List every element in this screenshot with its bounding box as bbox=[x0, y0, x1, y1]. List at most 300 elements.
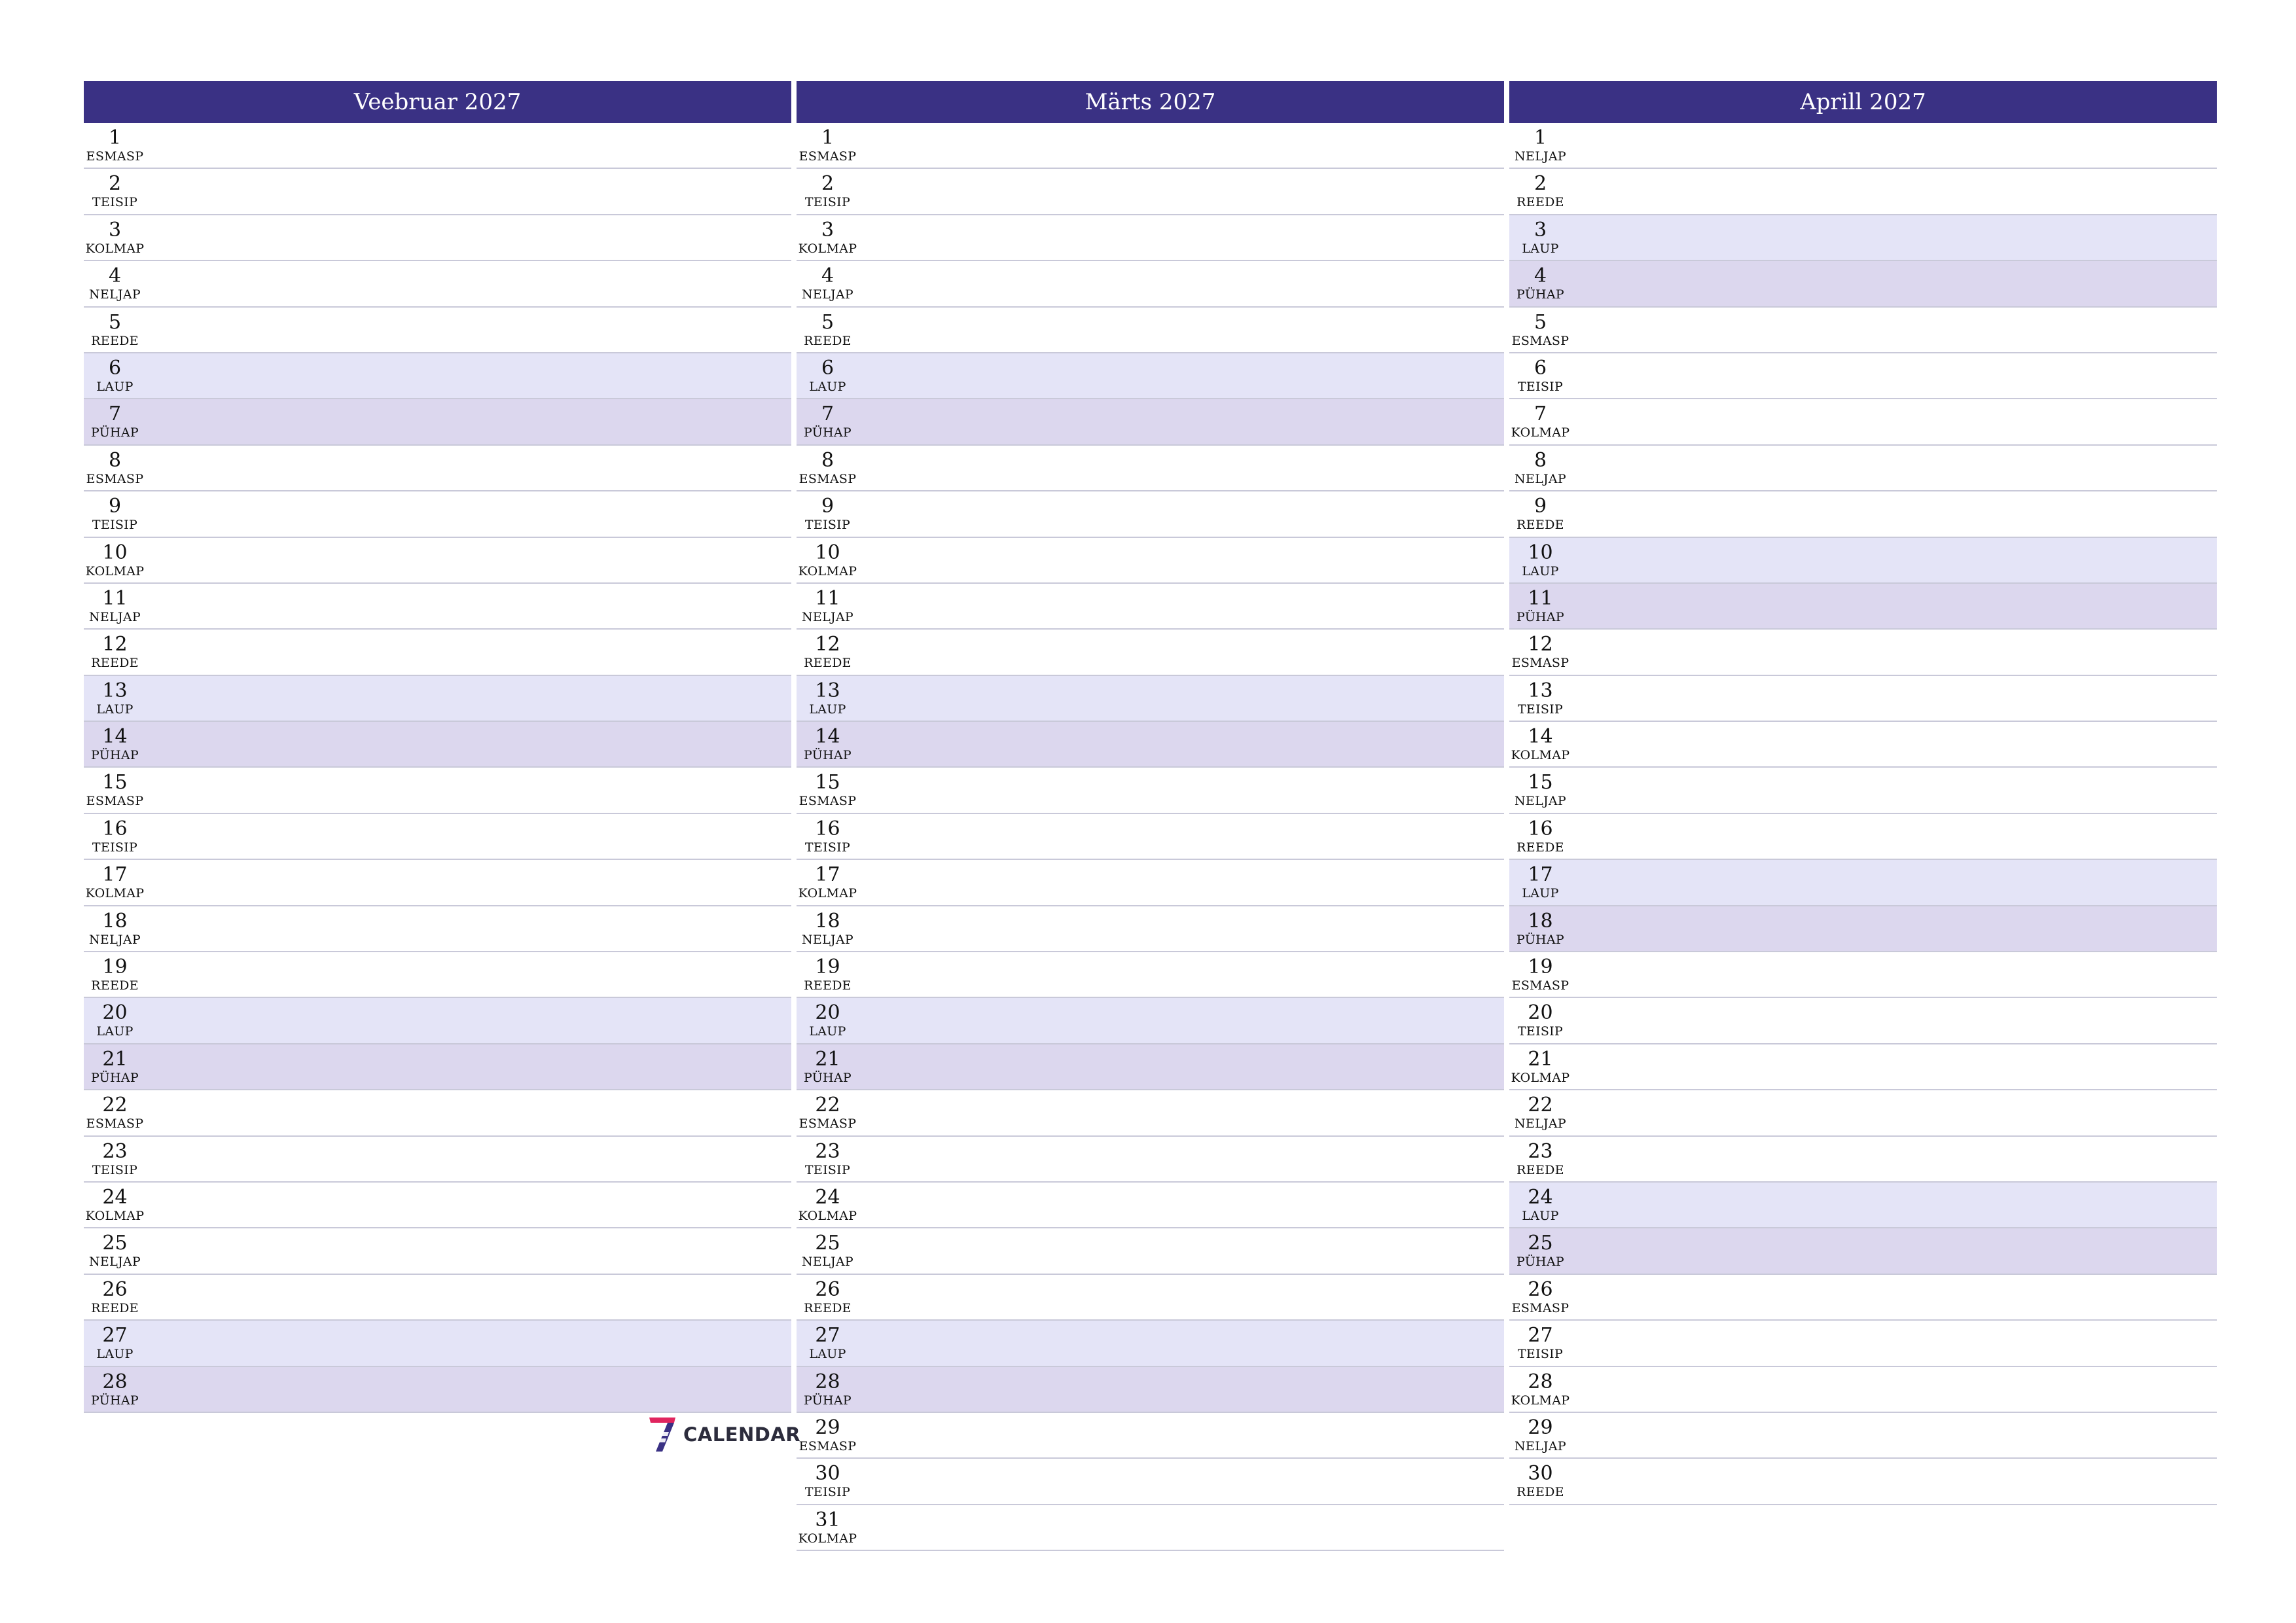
weekday-name: ESMASP bbox=[1511, 656, 1570, 671]
day-cell bbox=[797, 1505, 859, 1550]
day-number: 11 bbox=[1528, 586, 1553, 610]
weekday-name: LAUP bbox=[809, 702, 846, 717]
day-number: 21 bbox=[815, 1047, 840, 1071]
day-cell bbox=[797, 1183, 859, 1227]
day-row bbox=[84, 538, 791, 584]
weekday-name: PÜHAP bbox=[1516, 932, 1565, 947]
day-cell bbox=[84, 353, 146, 398]
day-number: 15 bbox=[1528, 771, 1553, 794]
day-cell bbox=[1509, 814, 1571, 859]
day-number: 8 bbox=[821, 448, 834, 472]
weekday-name: ESMASP bbox=[1511, 978, 1570, 993]
day-row bbox=[797, 952, 1504, 998]
weekday-name: TEISIP bbox=[804, 1485, 851, 1500]
day-number: 3 bbox=[821, 218, 834, 241]
weekday-name: REEDE bbox=[1516, 1485, 1564, 1500]
day-cell bbox=[1509, 215, 1571, 260]
day-number: 3 bbox=[1534, 218, 1547, 241]
day-row bbox=[1509, 308, 2217, 353]
day-cell bbox=[1509, 1044, 1571, 1089]
day-number: 25 bbox=[102, 1232, 128, 1255]
day-cell bbox=[84, 446, 146, 490]
day-number: 24 bbox=[1528, 1185, 1553, 1209]
day-row bbox=[1509, 814, 2217, 860]
day-row bbox=[797, 860, 1504, 906]
weekday-name: LAUP bbox=[809, 379, 846, 394]
day-row bbox=[1509, 630, 2217, 675]
weekday-name: NELJAP bbox=[1514, 471, 1567, 486]
day-number: 22 bbox=[815, 1094, 840, 1117]
day-row bbox=[1509, 998, 2217, 1044]
day-number: 1 bbox=[108, 126, 122, 149]
day-number: 9 bbox=[821, 495, 834, 518]
day-number: 28 bbox=[815, 1370, 840, 1393]
day-cell bbox=[84, 998, 146, 1043]
weekday-name: REEDE bbox=[804, 1300, 852, 1315]
day-row bbox=[84, 1044, 791, 1090]
weekday-name: NELJAP bbox=[88, 932, 141, 947]
day-cell bbox=[797, 676, 859, 721]
day-number: 10 bbox=[815, 541, 840, 564]
day-cell bbox=[1509, 906, 1571, 951]
day-row bbox=[797, 491, 1504, 537]
day-cell bbox=[84, 1044, 146, 1089]
day-cell bbox=[1509, 676, 1571, 721]
weekday-name: KOLMAP bbox=[85, 1208, 145, 1223]
weekday-name: REEDE bbox=[804, 333, 852, 348]
day-cell bbox=[84, 952, 146, 997]
day-cell bbox=[797, 538, 859, 582]
weekday-name: LAUP bbox=[1522, 1208, 1559, 1223]
day-number: 19 bbox=[102, 955, 128, 979]
month-column-april bbox=[1509, 81, 2217, 1505]
day-cell bbox=[84, 722, 146, 766]
day-cell bbox=[1509, 261, 1571, 306]
day-row bbox=[84, 768, 791, 813]
month-title: Veebruar 2027 bbox=[84, 81, 791, 123]
weekday-name: KOLMAP bbox=[85, 563, 145, 579]
day-row bbox=[84, 814, 791, 860]
day-cell bbox=[84, 308, 146, 352]
day-row bbox=[84, 1090, 791, 1136]
day-number: 17 bbox=[102, 863, 128, 887]
day-number: 27 bbox=[102, 1324, 128, 1347]
weekday-name: PÜHAP bbox=[1516, 1255, 1565, 1270]
day-row bbox=[797, 1228, 1504, 1274]
day-cell bbox=[1509, 491, 1571, 536]
weekday-name: REEDE bbox=[91, 333, 139, 348]
weekday-name: NELJAP bbox=[1514, 1438, 1567, 1454]
day-number: 18 bbox=[815, 909, 840, 933]
day-number: 3 bbox=[108, 218, 122, 241]
day-cell bbox=[797, 1044, 859, 1089]
day-number: 22 bbox=[102, 1094, 128, 1117]
day-number: 17 bbox=[1528, 863, 1553, 887]
day-cell bbox=[84, 1228, 146, 1273]
day-number: 22 bbox=[1528, 1094, 1553, 1117]
day-cell bbox=[84, 906, 146, 951]
day-row bbox=[84, 584, 791, 630]
day-row bbox=[84, 123, 791, 169]
day-number: 30 bbox=[1528, 1462, 1553, 1486]
weekday-name: KOLMAP bbox=[798, 886, 857, 901]
day-number: 1 bbox=[821, 126, 834, 149]
weekday-name: TEISIP bbox=[804, 518, 851, 533]
weekday-name: NELJAP bbox=[801, 609, 854, 624]
day-number: 26 bbox=[815, 1277, 840, 1301]
day-row bbox=[84, 215, 791, 261]
weekday-name: NELJAP bbox=[801, 932, 854, 947]
weekday-name: KOLMAP bbox=[798, 1531, 857, 1546]
weekday-name: PÜHAP bbox=[90, 1393, 139, 1408]
day-number: 15 bbox=[815, 771, 840, 794]
day-cell bbox=[1509, 446, 1571, 490]
day-row bbox=[1509, 676, 2217, 722]
day-number: 4 bbox=[1534, 264, 1547, 288]
day-number: 6 bbox=[108, 356, 122, 380]
day-cell bbox=[1509, 1459, 1571, 1503]
weekday-name: PÜHAP bbox=[803, 748, 852, 763]
weekday-name: LAUP bbox=[96, 1347, 134, 1362]
day-cell bbox=[1509, 584, 1571, 628]
weekday-name: KOLMAP bbox=[798, 1208, 857, 1223]
month-title: Aprill 2027 bbox=[1509, 81, 2217, 123]
day-cell bbox=[1509, 952, 1571, 997]
day-number: 12 bbox=[1528, 633, 1553, 656]
day-number: 8 bbox=[1534, 448, 1547, 472]
day-number: 11 bbox=[102, 586, 128, 610]
day-cell bbox=[797, 215, 859, 260]
day-row bbox=[84, 998, 791, 1044]
day-row bbox=[84, 399, 791, 445]
weekday-name: KOLMAP bbox=[1511, 748, 1570, 763]
day-cell bbox=[1509, 1137, 1571, 1181]
day-cell bbox=[797, 261, 859, 306]
day-row bbox=[797, 1321, 1504, 1366]
day-cell bbox=[84, 676, 146, 721]
day-number: 20 bbox=[815, 1001, 840, 1025]
day-cell bbox=[1509, 860, 1571, 904]
day-number: 21 bbox=[1528, 1047, 1553, 1071]
weekday-name: KOLMAP bbox=[798, 563, 857, 579]
weekday-name: ESMASP bbox=[86, 149, 144, 164]
day-cell bbox=[797, 952, 859, 997]
day-number: 26 bbox=[1528, 1277, 1553, 1301]
day-number: 18 bbox=[102, 909, 128, 933]
day-row bbox=[797, 676, 1504, 722]
day-row bbox=[797, 308, 1504, 353]
weekday-name: KOLMAP bbox=[1511, 425, 1570, 440]
day-number: 7 bbox=[821, 402, 834, 426]
weekday-name: REEDE bbox=[91, 1300, 139, 1315]
day-row bbox=[797, 261, 1504, 307]
day-cell bbox=[797, 1137, 859, 1181]
weekday-name: REEDE bbox=[804, 978, 852, 993]
weekday-name: TEISIP bbox=[1517, 1347, 1564, 1362]
day-number: 17 bbox=[815, 863, 840, 887]
day-row bbox=[84, 308, 791, 353]
weekday-name: REEDE bbox=[804, 656, 852, 671]
day-number: 31 bbox=[815, 1508, 840, 1531]
day-cell bbox=[84, 630, 146, 674]
weekday-name: TEISIP bbox=[92, 518, 138, 533]
day-row bbox=[797, 630, 1504, 675]
weekday-name: NELJAP bbox=[88, 287, 141, 302]
day-number: 28 bbox=[1528, 1370, 1553, 1393]
day-cell bbox=[1509, 722, 1571, 766]
weekday-name: ESMASP bbox=[798, 149, 857, 164]
logo-text: CALENDAR bbox=[683, 1423, 801, 1446]
day-row bbox=[84, 676, 791, 722]
day-number: 23 bbox=[102, 1139, 128, 1163]
day-number: 1 bbox=[1534, 126, 1547, 149]
day-row bbox=[1509, 446, 2217, 491]
day-cell bbox=[797, 1413, 859, 1457]
day-cell bbox=[84, 768, 146, 812]
day-number: 12 bbox=[815, 633, 840, 656]
weekday-name: LAUP bbox=[809, 1347, 846, 1362]
day-row bbox=[1509, 169, 2217, 215]
weekday-name: TEISIP bbox=[1517, 379, 1564, 394]
weekday-name: ESMASP bbox=[798, 471, 857, 486]
day-cell bbox=[84, 1367, 146, 1412]
day-row bbox=[84, 952, 791, 998]
day-row bbox=[1509, 1367, 2217, 1413]
day-cell bbox=[84, 1090, 146, 1135]
day-number: 5 bbox=[821, 310, 834, 334]
day-row bbox=[1509, 1459, 2217, 1505]
weekday-name: LAUP bbox=[1522, 886, 1559, 901]
day-row bbox=[1509, 353, 2217, 399]
weekday-name: REEDE bbox=[91, 656, 139, 671]
day-row bbox=[1509, 1183, 2217, 1228]
day-row bbox=[797, 215, 1504, 261]
day-cell bbox=[84, 215, 146, 260]
day-number: 28 bbox=[102, 1370, 128, 1393]
day-number: 25 bbox=[815, 1232, 840, 1255]
day-row bbox=[84, 860, 791, 906]
day-cell bbox=[797, 722, 859, 766]
day-cell bbox=[84, 1137, 146, 1181]
weekday-name: KOLMAP bbox=[85, 886, 145, 901]
weekday-name: TEISIP bbox=[92, 1162, 138, 1177]
day-number: 25 bbox=[1528, 1232, 1553, 1255]
weekday-name: TEISIP bbox=[804, 1162, 851, 1177]
day-cell bbox=[797, 814, 859, 859]
day-cell bbox=[84, 584, 146, 628]
weekday-name: NELJAP bbox=[801, 287, 854, 302]
day-row bbox=[84, 1275, 791, 1321]
day-cell bbox=[797, 906, 859, 951]
weekday-name: REEDE bbox=[91, 978, 139, 993]
day-cell bbox=[797, 353, 859, 398]
day-cell bbox=[797, 1228, 859, 1273]
day-number: 9 bbox=[1534, 495, 1547, 518]
day-cell bbox=[84, 860, 146, 904]
weekday-name: NELJAP bbox=[1514, 1116, 1567, 1132]
day-number: 10 bbox=[102, 541, 128, 564]
day-row bbox=[1509, 860, 2217, 906]
day-cell bbox=[797, 1090, 859, 1135]
day-row bbox=[84, 169, 791, 215]
day-cell bbox=[84, 1321, 146, 1365]
day-number: 27 bbox=[815, 1324, 840, 1347]
day-row bbox=[1509, 1413, 2217, 1459]
day-row bbox=[84, 630, 791, 675]
day-number: 24 bbox=[815, 1185, 840, 1209]
weekday-name: TEISIP bbox=[92, 840, 138, 855]
day-cell bbox=[797, 860, 859, 904]
weekday-name: LAUP bbox=[1522, 563, 1559, 579]
day-row bbox=[1509, 1090, 2217, 1136]
day-cell bbox=[797, 1321, 859, 1365]
day-row bbox=[84, 906, 791, 952]
day-number: 13 bbox=[815, 679, 840, 702]
day-cell bbox=[1509, 399, 1571, 444]
day-number: 23 bbox=[815, 1139, 840, 1163]
weekday-name: ESMASP bbox=[86, 794, 144, 809]
day-cell bbox=[1509, 998, 1571, 1043]
weekday-name: LAUP bbox=[96, 702, 134, 717]
day-row bbox=[1509, 906, 2217, 952]
day-row bbox=[84, 491, 791, 537]
day-row bbox=[84, 353, 791, 399]
day-row bbox=[797, 446, 1504, 491]
month-column-february bbox=[84, 81, 791, 1413]
day-cell bbox=[797, 998, 859, 1043]
day-cell bbox=[1509, 1367, 1571, 1412]
day-number: 6 bbox=[821, 356, 834, 380]
day-row bbox=[84, 1321, 791, 1366]
day-row bbox=[797, 722, 1504, 768]
weekday-name: PÜHAP bbox=[1516, 609, 1565, 624]
day-number: 29 bbox=[1528, 1416, 1553, 1439]
weekday-name: PÜHAP bbox=[90, 748, 139, 763]
day-cell bbox=[797, 630, 859, 674]
day-list bbox=[84, 123, 791, 1413]
day-cell bbox=[84, 123, 146, 168]
day-row bbox=[84, 722, 791, 768]
weekday-name: TEISIP bbox=[92, 195, 138, 210]
day-number: 4 bbox=[108, 264, 122, 288]
day-number: 5 bbox=[1534, 310, 1547, 334]
weekday-name: ESMASP bbox=[798, 1438, 857, 1454]
day-cell bbox=[1509, 768, 1571, 812]
month-title: Märts 2027 bbox=[797, 81, 1504, 123]
weekday-name: PÜHAP bbox=[1516, 287, 1565, 302]
day-row bbox=[797, 1090, 1504, 1136]
weekday-name: ESMASP bbox=[1511, 1300, 1570, 1315]
day-number: 12 bbox=[102, 633, 128, 656]
weekday-name: ESMASP bbox=[86, 1116, 144, 1132]
day-number: 11 bbox=[815, 586, 840, 610]
day-row bbox=[1509, 399, 2217, 445]
day-number: 7 bbox=[108, 402, 122, 426]
day-cell bbox=[797, 308, 859, 352]
day-row bbox=[797, 1413, 1504, 1459]
day-number: 13 bbox=[1528, 679, 1553, 702]
day-row bbox=[84, 1228, 791, 1274]
day-number: 20 bbox=[1528, 1001, 1553, 1025]
weekday-name: KOLMAP bbox=[85, 241, 145, 256]
day-row bbox=[1509, 768, 2217, 813]
weekday-name: PÜHAP bbox=[803, 1070, 852, 1085]
day-row bbox=[797, 768, 1504, 813]
day-row bbox=[84, 1183, 791, 1228]
weekday-name: TEISIP bbox=[804, 840, 851, 855]
day-row bbox=[84, 261, 791, 307]
weekday-name: NELJAP bbox=[1514, 794, 1567, 809]
day-row bbox=[797, 998, 1504, 1044]
day-number: 9 bbox=[108, 495, 122, 518]
day-cell bbox=[84, 399, 146, 444]
day-row bbox=[797, 1459, 1504, 1505]
day-cell bbox=[84, 261, 146, 306]
day-cell bbox=[84, 169, 146, 213]
day-number: 26 bbox=[102, 1277, 128, 1301]
day-number: 6 bbox=[1534, 356, 1547, 380]
weekday-name: ESMASP bbox=[86, 471, 144, 486]
day-cell bbox=[84, 1183, 146, 1227]
day-number: 14 bbox=[1528, 725, 1553, 749]
day-row bbox=[84, 1137, 791, 1183]
weekday-name: NELJAP bbox=[1514, 149, 1567, 164]
day-row bbox=[797, 1505, 1504, 1551]
day-cell bbox=[1509, 353, 1571, 398]
day-row bbox=[797, 353, 1504, 399]
day-cell bbox=[1509, 169, 1571, 213]
day-row bbox=[1509, 123, 2217, 169]
weekday-name: ESMASP bbox=[798, 794, 857, 809]
weekday-name: NELJAP bbox=[801, 1255, 854, 1270]
day-row bbox=[797, 584, 1504, 630]
day-number: 14 bbox=[815, 725, 840, 749]
weekday-name: LAUP bbox=[96, 1024, 134, 1039]
day-row bbox=[797, 1137, 1504, 1183]
seven-logo-icon bbox=[648, 1416, 677, 1453]
weekday-name: TEISIP bbox=[1517, 702, 1564, 717]
day-row bbox=[1509, 1275, 2217, 1321]
day-number: 23 bbox=[1528, 1139, 1553, 1163]
day-row bbox=[797, 538, 1504, 584]
weekday-name: REEDE bbox=[1516, 195, 1564, 210]
day-number: 10 bbox=[1528, 541, 1553, 564]
day-cell bbox=[797, 1459, 859, 1503]
day-number: 2 bbox=[108, 172, 122, 196]
weekday-name: LAUP bbox=[1522, 241, 1559, 256]
day-cell bbox=[1509, 123, 1571, 168]
weekday-name: KOLMAP bbox=[1511, 1070, 1570, 1085]
day-row bbox=[1509, 1228, 2217, 1274]
weekday-name: PÜHAP bbox=[90, 425, 139, 440]
weekday-name: NELJAP bbox=[88, 609, 141, 624]
day-row bbox=[1509, 261, 2217, 307]
weekday-name: PÜHAP bbox=[803, 425, 852, 440]
day-row bbox=[1509, 1321, 2217, 1366]
day-row bbox=[84, 1367, 791, 1413]
day-number: 5 bbox=[108, 310, 122, 334]
day-cell bbox=[797, 446, 859, 490]
day-cell bbox=[1509, 538, 1571, 582]
day-row bbox=[1509, 1137, 2217, 1183]
day-number: 24 bbox=[102, 1185, 128, 1209]
day-list bbox=[1509, 123, 2217, 1505]
brand-logo bbox=[648, 1415, 800, 1454]
day-number: 13 bbox=[102, 679, 128, 702]
day-number: 4 bbox=[821, 264, 834, 288]
day-number: 19 bbox=[815, 955, 840, 979]
day-row bbox=[797, 906, 1504, 952]
